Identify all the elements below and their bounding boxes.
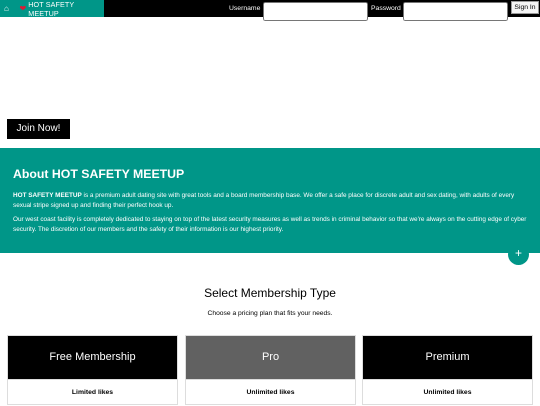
about-brand-strong: HOT SAFETY MEETUP (13, 192, 82, 199)
sign-in-button[interactable]: Sign In (511, 1, 539, 14)
plan-name-free: Free Membership (8, 336, 177, 379)
about-section (0, 148, 540, 253)
membership-subtitle: Choose a pricing plan that fits your needs. (207, 310, 333, 317)
username-input[interactable] (263, 2, 368, 21)
about-paragraph-2: Our west coast facility is completely dedicated to staying on top of the latest security measures as well as trends in criminal behavior so that we're always on the cutting edge of cyber security. The discretion of our members and the safety of their information is our highest priority. (13, 216, 527, 233)
plus-button[interactable]: + (508, 244, 529, 265)
join-now-button[interactable]: Join Now! (7, 119, 70, 139)
plan-name-premium: Premium (363, 336, 532, 379)
plan-feature-premium: Unlimited likes (363, 379, 532, 406)
password-label: Password (371, 5, 401, 12)
plan-card-premium[interactable] (362, 335, 533, 405)
plan-feature-free: Limited likes (8, 379, 177, 406)
plan-name-pro: Pro (186, 336, 355, 379)
plan-card-pro[interactable] (185, 335, 356, 405)
about-paragraph-1 (13, 191, 527, 211)
top-nav-bar (0, 0, 540, 17)
plan-card-free[interactable] (7, 335, 178, 405)
about-paragraph-1-text: is a premium adult dating site with great tools and a board membership base. We offer a safe place for discrete adult and sex dating, with adults of every sexual stripe signed up and finding their perfect hook up. (13, 192, 515, 209)
brand-name[interactable]: HOT SAFETY MEETUP (28, 0, 75, 18)
membership-title: Select Membership Type (204, 286, 336, 300)
brand-home-link[interactable] (0, 0, 104, 17)
heart-icon: ❤ (19, 4, 27, 13)
about-title: About HOT SAFETY MEETUP (13, 167, 185, 181)
password-input[interactable] (403, 2, 508, 21)
home-icon[interactable]: ⌂ (4, 4, 9, 13)
plan-feature-pro: Unlimited likes (186, 379, 355, 406)
username-label: Username (229, 5, 261, 12)
